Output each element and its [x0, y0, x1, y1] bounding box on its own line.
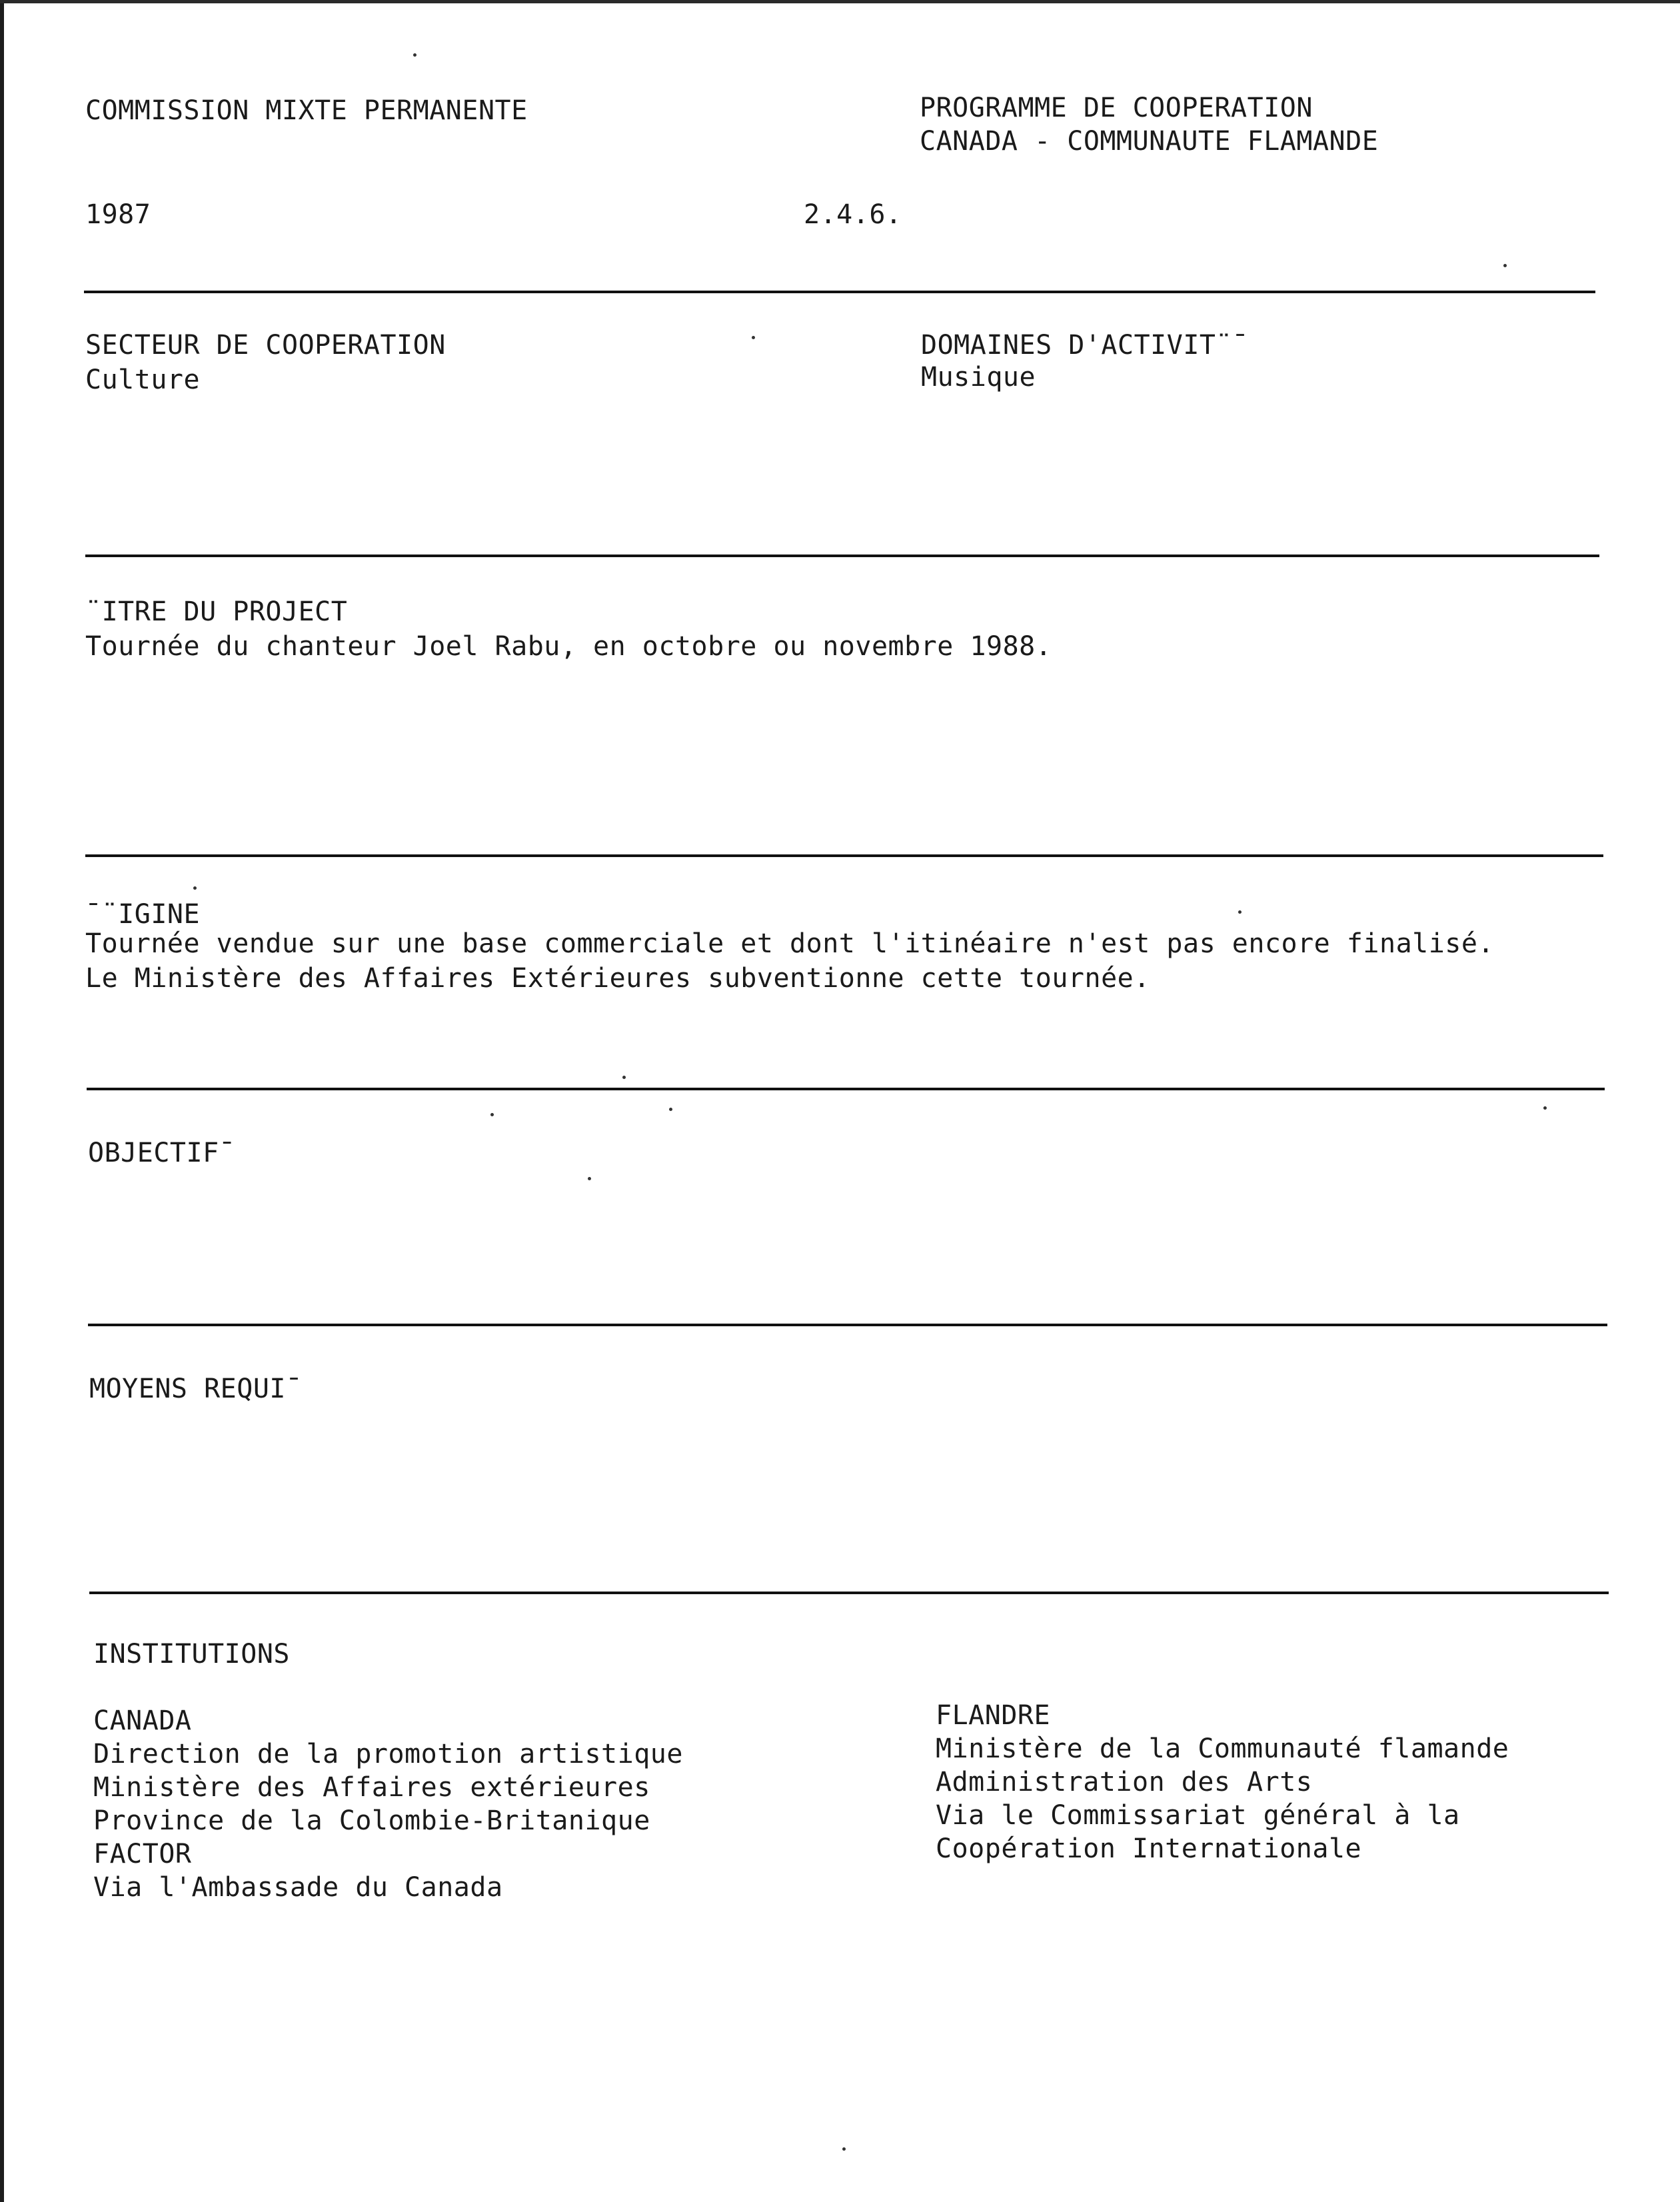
- flandre-heading: FLANDRE: [936, 1700, 1051, 1731]
- canada-institution-4: FACTOR: [93, 1839, 192, 1869]
- scan-speck: [669, 1108, 672, 1111]
- scan-speck: [752, 336, 755, 339]
- flandre-institution-3: Via le Commissariat général à la: [936, 1800, 1460, 1831]
- divider-2: [85, 554, 1599, 557]
- divider-3: [85, 854, 1603, 857]
- scan-speck: [1543, 1106, 1547, 1110]
- sector-value: Culture: [85, 365, 201, 395]
- flandre-institution-1: Ministère de la Communauté flamande: [936, 1733, 1509, 1764]
- scan-speck: [588, 1177, 591, 1180]
- programme-line2: CANADA - COMMUNAUTE FLAMANDE: [920, 126, 1379, 157]
- objectives-label: OBJECTIF¯: [88, 1138, 236, 1168]
- canada-heading: CANADA: [93, 1705, 192, 1736]
- project-title-label: ¨ITRE DU PROJECT: [85, 596, 348, 627]
- divider-6: [89, 1592, 1609, 1594]
- domain-label: DOMAINES D'ACTIVIT¨¯: [921, 330, 1249, 361]
- divider-4: [87, 1088, 1605, 1090]
- scan-speck: [842, 2147, 846, 2151]
- document-year: 1987: [85, 199, 151, 230]
- canada-institution-3: Province de la Colombie-Britanique: [93, 1805, 650, 1836]
- project-title-value: Tournée du chanteur Joel Rabu, en octobre ou novembre 1988.: [85, 631, 1052, 662]
- scan-speck: [413, 53, 417, 57]
- document-reference: 2.4.6.: [804, 199, 902, 230]
- origin-label: ¯¨IGINE: [85, 899, 201, 930]
- scan-speck: [622, 1076, 626, 1079]
- scan-speck: [1238, 910, 1242, 914]
- canada-institution-1: Direction de la promotion artistique: [93, 1739, 683, 1769]
- scan-speck: [1503, 264, 1507, 267]
- institutions-label: INSTITUTIONS: [93, 1639, 290, 1669]
- scan-top-edge: [0, 0, 1680, 3]
- flandre-institution-4: Coopération Internationale: [936, 1833, 1362, 1864]
- sector-label: SECTEUR DE COOPERATION: [85, 330, 446, 361]
- canada-institution-5: Via l'Ambassade du Canada: [93, 1872, 503, 1903]
- canada-institution-2: Ministère des Affaires extérieures: [93, 1772, 650, 1803]
- divider-5: [88, 1324, 1607, 1326]
- scan-left-edge: [0, 0, 4, 2202]
- commission-title: COMMISSION MIXTE PERMANENTE: [85, 95, 528, 126]
- domain-value: Musique: [921, 362, 1036, 393]
- flandre-institution-2: Administration des Arts: [936, 1767, 1313, 1797]
- divider-1: [84, 291, 1595, 293]
- scan-speck: [193, 886, 197, 890]
- origin-line2: Le Ministère des Affaires Extérieures subventionne cette tournée.: [85, 963, 1150, 994]
- means-label: MOYENS REQUI¯: [89, 1374, 303, 1404]
- scan-speck: [490, 1113, 494, 1116]
- programme-line1: PROGRAMME DE COOPERATION: [920, 93, 1313, 123]
- origin-line1: Tournée vendue sur une base commerciale et dont l'itinéaire n'est pas encore finalisé.: [85, 928, 1495, 959]
